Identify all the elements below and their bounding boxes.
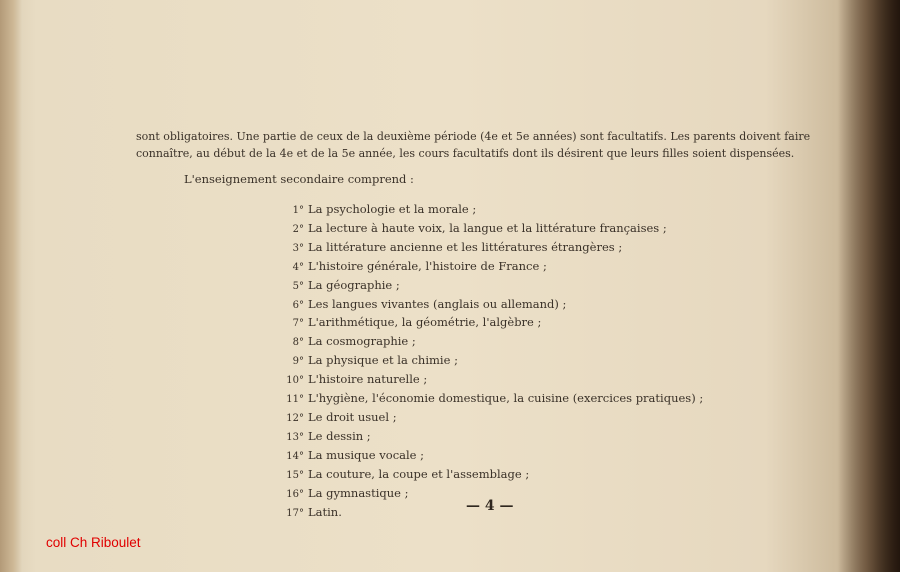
- item-number: 14°: [286, 450, 304, 462]
- item-number: 2°: [292, 223, 304, 235]
- item-text: La psychologie et la morale ;: [308, 202, 477, 216]
- item-number: 9°: [292, 356, 304, 368]
- list-item: [280, 409, 703, 428]
- item-text: La géographie ;: [308, 277, 400, 292]
- item-text: Le droit usuel ;: [308, 409, 397, 424]
- item-text: Latin.: [308, 504, 342, 519]
- item-number: 8°: [292, 337, 304, 349]
- list-item: [280, 466, 703, 485]
- item-text: La musique vocale ;: [308, 447, 424, 462]
- item-text: La physique et la chimie ;: [308, 353, 458, 368]
- subject-list: [280, 201, 703, 522]
- item-number: 16°: [286, 488, 304, 500]
- item-number: 4°: [292, 261, 304, 273]
- item-number: 11°: [286, 394, 304, 406]
- list-item: [280, 333, 703, 352]
- item-number: 5°: [292, 280, 304, 292]
- list-item: [280, 258, 703, 277]
- binding-shadow: [838, 0, 900, 572]
- item-text: La littérature ancienne et les littératures étrangères ;: [308, 239, 623, 254]
- item-text: La lecture à haute voix, la langue et la littérature françaises ;: [308, 220, 667, 235]
- list-item: [280, 390, 703, 409]
- item-number: 15°: [286, 469, 304, 481]
- item-number: 6°: [292, 299, 304, 311]
- item-text: L'histoire générale, l'histoire de France ;: [308, 258, 547, 273]
- item-number: 10°: [286, 375, 304, 387]
- item-text: L'hygiène, l'économie domestique, la cuisine (exercices pratiques) ;: [308, 391, 704, 406]
- item-number: 1°: [292, 205, 304, 216]
- item-text: L'histoire naturelle ;: [308, 372, 428, 387]
- list-item: [280, 428, 703, 447]
- list-item: [280, 371, 703, 390]
- item-text: La cosmographie ;: [308, 334, 416, 349]
- item-number: 3°: [292, 242, 304, 254]
- intro-line-1: sont obligatoires. Une partie de ceux de la deuxième période (4e et 5e années) sont facultatifs. Les parents doivent faire: [136, 130, 811, 143]
- list-item: [280, 296, 703, 315]
- list-item: [280, 201, 703, 220]
- list-item: [280, 447, 703, 466]
- item-text: Les langues vivantes (anglais ou allemand) ;: [308, 296, 567, 311]
- item-text: La gymnastique ;: [308, 485, 409, 500]
- list-item: [280, 352, 703, 371]
- item-text: L'arithmétique, la géométrie, l'algèbre ;: [308, 315, 542, 330]
- item-text: Le dessin ;: [308, 428, 371, 443]
- collection-credit: coll Ch Riboulet: [46, 535, 141, 550]
- item-text: La couture, la coupe et l'assemblage ;: [308, 466, 530, 481]
- page-number: — 4 —: [466, 498, 514, 514]
- list-item: [280, 277, 703, 296]
- list-item: [280, 220, 703, 239]
- item-number: 12°: [286, 412, 304, 424]
- item-number: 13°: [286, 431, 304, 443]
- intro-line-2: connaître, au début de la 4e et de la 5e année, les cours facultatifs dont ils désirent que leurs filles soient dispensées.: [136, 147, 795, 160]
- list-item: [280, 239, 703, 258]
- page-left-edge: [0, 0, 22, 572]
- item-number: 7°: [292, 318, 304, 330]
- item-number: 17°: [286, 507, 304, 519]
- list-item: [280, 314, 703, 333]
- intro-paragraph: [136, 128, 841, 162]
- lead-sentence: L'enseignement secondaire comprend :: [184, 172, 414, 186]
